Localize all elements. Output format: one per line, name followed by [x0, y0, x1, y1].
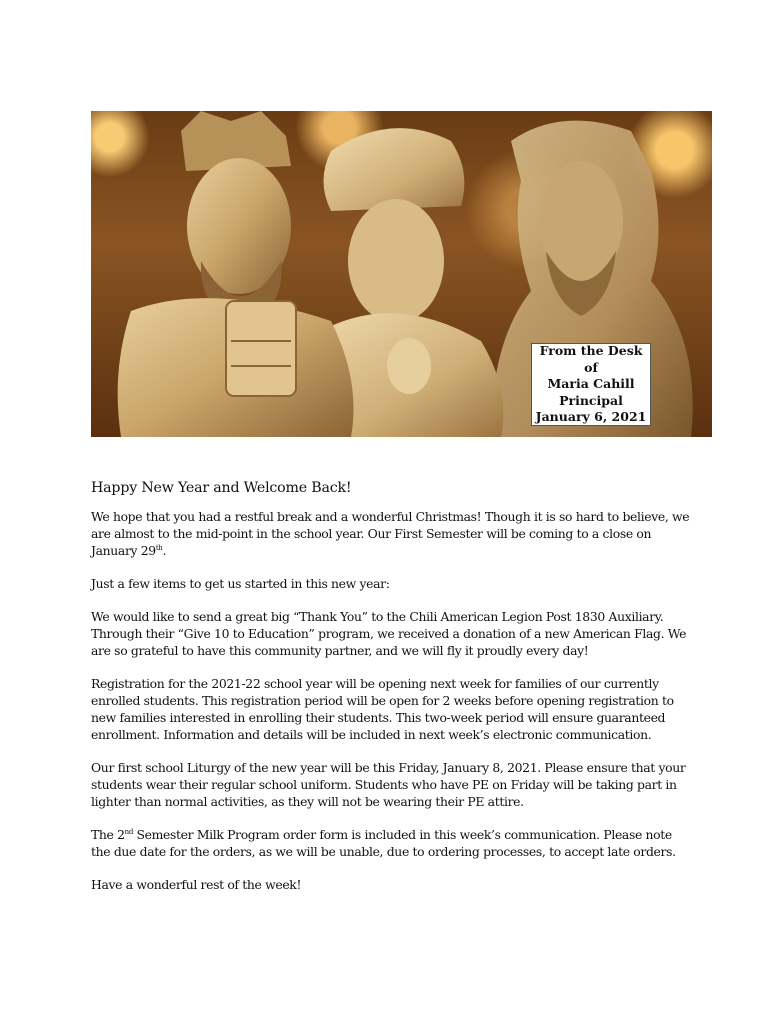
milk-program-start: The 2 [91, 827, 125, 842]
paragraph-items-intro: Just a few items to get us started in this new year: [91, 576, 390, 591]
paragraph-intro [91, 508, 691, 559]
paragraph-closing: Have a wonderful rest of the week! [91, 877, 302, 892]
letter-greeting: Happy New Year and Welcome Back! [91, 480, 352, 496]
paragraph-intro-text: We hope that you had a restful break and a wonderful Christmas! Though it is so hard to believe, we are almost to the mid-point in the school year. Our First Semester will be coming to a close on January 29 [91, 509, 690, 558]
desk-from-label: From the Desk of [539, 343, 643, 375]
ordinal-suffix: nd [124, 827, 133, 836]
paragraph-liturgy: Our first school Liturgy of the new year will be this Friday, January 8, 2021. Please ensure that your students wear their regular school uniform. Students who have PE on Friday will be taking part in lighter than normal activities, as they will not be wearing their PE attire. [91, 760, 686, 809]
header-image [91, 111, 712, 437]
paragraph-registration: Registration for the 2021-22 school year will be opening next week for families of our currently enrolled students. This registration period will be open for 2 weeks before opening registration to new families interested in enrolling their students. This two-week period will ensure guaranteed enrollment. Information and details will be included in next week’s electronic communication. [91, 676, 674, 742]
ordinal-suffix: th [155, 543, 163, 552]
letter-date: January 6, 2021 [535, 409, 647, 425]
paragraph-intro-end: . [162, 543, 167, 558]
paragraph-milk-program [91, 826, 691, 860]
paragraph-thank-you: We would like to send a great big “Thank You” to the Chili American Legion Post 1830 Auxiliary. Through their “Give 10 to Education” program, we received a donation of a new American Flag. We are so grateful to have this community partner, and we will fly it proudly every day! [91, 609, 687, 658]
principal-name: Maria Cahill [547, 376, 635, 392]
letter-body [91, 478, 691, 909]
milk-program-text: Semester Milk Program order form is included in this week’s communication. Please note the due date for the orders, as we will be unable, due to ordering processes, to accept late orders. [91, 827, 676, 859]
principal-title: Principal [559, 392, 623, 408]
desk-of-box [531, 343, 651, 426]
